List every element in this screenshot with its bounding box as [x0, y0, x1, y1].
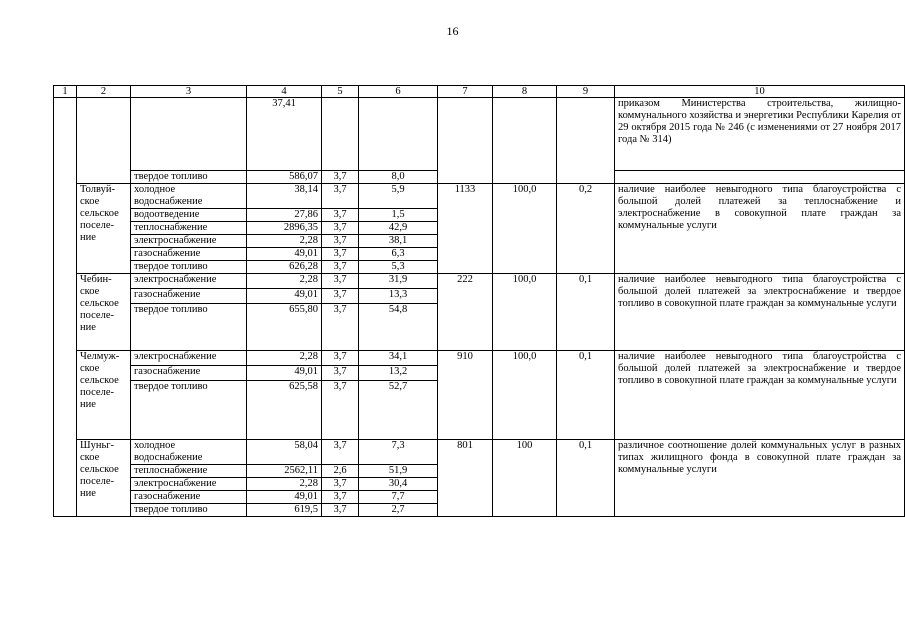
header-cell: 6: [359, 86, 438, 98]
value-cell: [557, 98, 615, 184]
table-row: [54, 274, 905, 289]
value-cell: 3,7: [322, 491, 359, 504]
value-cell: [438, 98, 493, 184]
service-cell: газоснабжение: [131, 366, 247, 381]
value-cell: 222: [438, 274, 493, 351]
value-cell: 2562,11: [247, 465, 322, 478]
value-cell: 3,7: [322, 274, 359, 289]
value-cell: 0,1: [557, 351, 615, 440]
value-cell: 3,7: [322, 184, 359, 209]
service-cell: электроснабжение: [131, 351, 247, 366]
value-cell: 42,9: [359, 222, 438, 235]
value-cell: 7,7: [359, 491, 438, 504]
value-cell: [359, 98, 438, 171]
value-cell: 655,80: [247, 304, 322, 351]
value-cell: 30,4: [359, 478, 438, 491]
value-cell: 3,7: [322, 381, 359, 440]
value-cell: 49,01: [247, 491, 322, 504]
service-cell: водоотведение: [131, 209, 247, 222]
value-cell: 34,1: [359, 351, 438, 366]
service-cell: электроснабжение: [131, 274, 247, 289]
value-cell: [322, 98, 359, 171]
value-cell: 910: [438, 351, 493, 440]
value-cell: 2,7: [359, 504, 438, 517]
note-cell: [615, 171, 905, 184]
header-cell: 9: [557, 86, 615, 98]
value-cell: 1,5: [359, 209, 438, 222]
value-cell: 0,2: [557, 184, 615, 274]
value-cell: 625,58: [247, 381, 322, 440]
service-cell: твердое топливо: [131, 504, 247, 517]
header-cell: 3: [131, 86, 247, 98]
service-cell: холодное водоснабжение: [131, 440, 247, 465]
note-cell: наличие наиболее невыгодного типа благоустройства с большой долей платежей за электроснабжение и твердое топливо в совокупной плате граждан за коммунальные услуги: [615, 351, 905, 440]
value-cell: 7,3: [359, 440, 438, 465]
value-cell: 2,6: [322, 465, 359, 478]
value-cell: 31,9: [359, 274, 438, 289]
table-row: [54, 98, 905, 171]
header-cell: 10: [615, 86, 905, 98]
service-cell: твердое топливо: [131, 381, 247, 440]
value-cell: 100: [493, 440, 557, 517]
service-cell: [131, 98, 247, 171]
value-cell: 3,7: [322, 478, 359, 491]
col1-cell: [54, 98, 77, 517]
value-cell: 3,7: [322, 504, 359, 517]
settlement-cell: Челмуж-ское сельское поселе-ние: [77, 351, 131, 440]
header-cell: 1: [54, 86, 77, 98]
value-cell: 3,7: [322, 440, 359, 465]
value-cell: 801: [438, 440, 493, 517]
settlement-cell: Шуньг-ское сельское поселе-ние: [77, 440, 131, 517]
service-cell: электроснабжение: [131, 235, 247, 248]
value-cell: 49,01: [247, 366, 322, 381]
value-cell: 3,7: [322, 304, 359, 351]
value-cell: 586,07: [247, 171, 322, 184]
service-cell: электроснабжение: [131, 478, 247, 491]
note-cell: приказом Министерства строительства, жилищно-коммунального хозяйства и энергетики Республики Карелия от 29 октября 2015 года № 246 (с изменениями от 27 ноября 2017 года № 314): [615, 98, 905, 171]
value-cell: 5,9: [359, 184, 438, 209]
value-cell: 3,7: [322, 248, 359, 261]
value-cell: 2,28: [247, 478, 322, 491]
value-cell: 100,0: [493, 274, 557, 351]
tariff-table: [53, 85, 905, 517]
value-cell: 0,1: [557, 274, 615, 351]
service-cell: теплоснабжение: [131, 465, 247, 478]
settlement-cell: Толвуй-ское сельское поселе-ние: [77, 184, 131, 274]
value-cell: 54,8: [359, 304, 438, 351]
value-cell: 38,1: [359, 235, 438, 248]
value-cell: 49,01: [247, 289, 322, 304]
service-cell: твердое топливо: [131, 171, 247, 184]
table-row: [54, 440, 905, 465]
settlement-cell: [77, 98, 131, 184]
note-cell: наличие наиболее невыгодного типа благоустройства с большой долей платежей за электроснабжение и твердое топливо в совокупной плате граждан за коммунальные услуги: [615, 274, 905, 351]
value-cell: 3,7: [322, 235, 359, 248]
service-cell: газоснабжение: [131, 248, 247, 261]
value-cell: 27,86: [247, 209, 322, 222]
page-number: 16: [446, 24, 459, 38]
note-cell: различное соотношение долей коммунальных услуг в разных типах жилищного фонда в совокупной плате граждан за коммунальные услуги: [615, 440, 905, 517]
value-cell: 2,28: [247, 274, 322, 289]
value-cell: 37,41: [247, 98, 322, 171]
value-cell: 3,7: [322, 261, 359, 274]
header-cell: 7: [438, 86, 493, 98]
service-cell: газоснабжение: [131, 491, 247, 504]
value-cell: 52,7: [359, 381, 438, 440]
value-cell: 49,01: [247, 248, 322, 261]
service-cell: холодное водоснабжение: [131, 184, 247, 209]
service-cell: газоснабжение: [131, 289, 247, 304]
service-cell: твердое топливо: [131, 261, 247, 274]
table-row: [54, 184, 905, 209]
value-cell: 13,3: [359, 289, 438, 304]
value-cell: 3,7: [322, 289, 359, 304]
value-cell: [493, 98, 557, 184]
value-cell: 626,28: [247, 261, 322, 274]
value-cell: 2896,35: [247, 222, 322, 235]
value-cell: 58,04: [247, 440, 322, 465]
header-cell: 5: [322, 86, 359, 98]
value-cell: 2,28: [247, 235, 322, 248]
value-cell: 6,3: [359, 248, 438, 261]
value-cell: 3,7: [322, 222, 359, 235]
table-header-row: [54, 86, 905, 98]
value-cell: 1133: [438, 184, 493, 274]
value-cell: 2,28: [247, 351, 322, 366]
service-cell: твердое топливо: [131, 304, 247, 351]
settlement-cell: Чебин-ское сельское поселе-ние: [77, 274, 131, 351]
value-cell: 3,7: [322, 209, 359, 222]
value-cell: 8,0: [359, 171, 438, 184]
header-cell: 8: [493, 86, 557, 98]
value-cell: 3,7: [322, 351, 359, 366]
value-cell: 3,7: [322, 366, 359, 381]
header-cell: 2: [77, 86, 131, 98]
value-cell: 0,1: [557, 440, 615, 517]
value-cell: 51,9: [359, 465, 438, 478]
service-cell: теплоснабжение: [131, 222, 247, 235]
value-cell: 13,2: [359, 366, 438, 381]
value-cell: 100,0: [493, 351, 557, 440]
value-cell: 5,3: [359, 261, 438, 274]
value-cell: 100,0: [493, 184, 557, 274]
value-cell: 3,7: [322, 171, 359, 184]
note-cell: наличие наиболее невыгодного типа благоустройства с большой долей платежей за теплоснабжение и электроснабжение в совокупной плате граждан за коммунальные услуги: [615, 184, 905, 274]
value-cell: 38,14: [247, 184, 322, 209]
header-cell: 4: [247, 86, 322, 98]
table-row: [54, 351, 905, 366]
value-cell: 619,5: [247, 504, 322, 517]
